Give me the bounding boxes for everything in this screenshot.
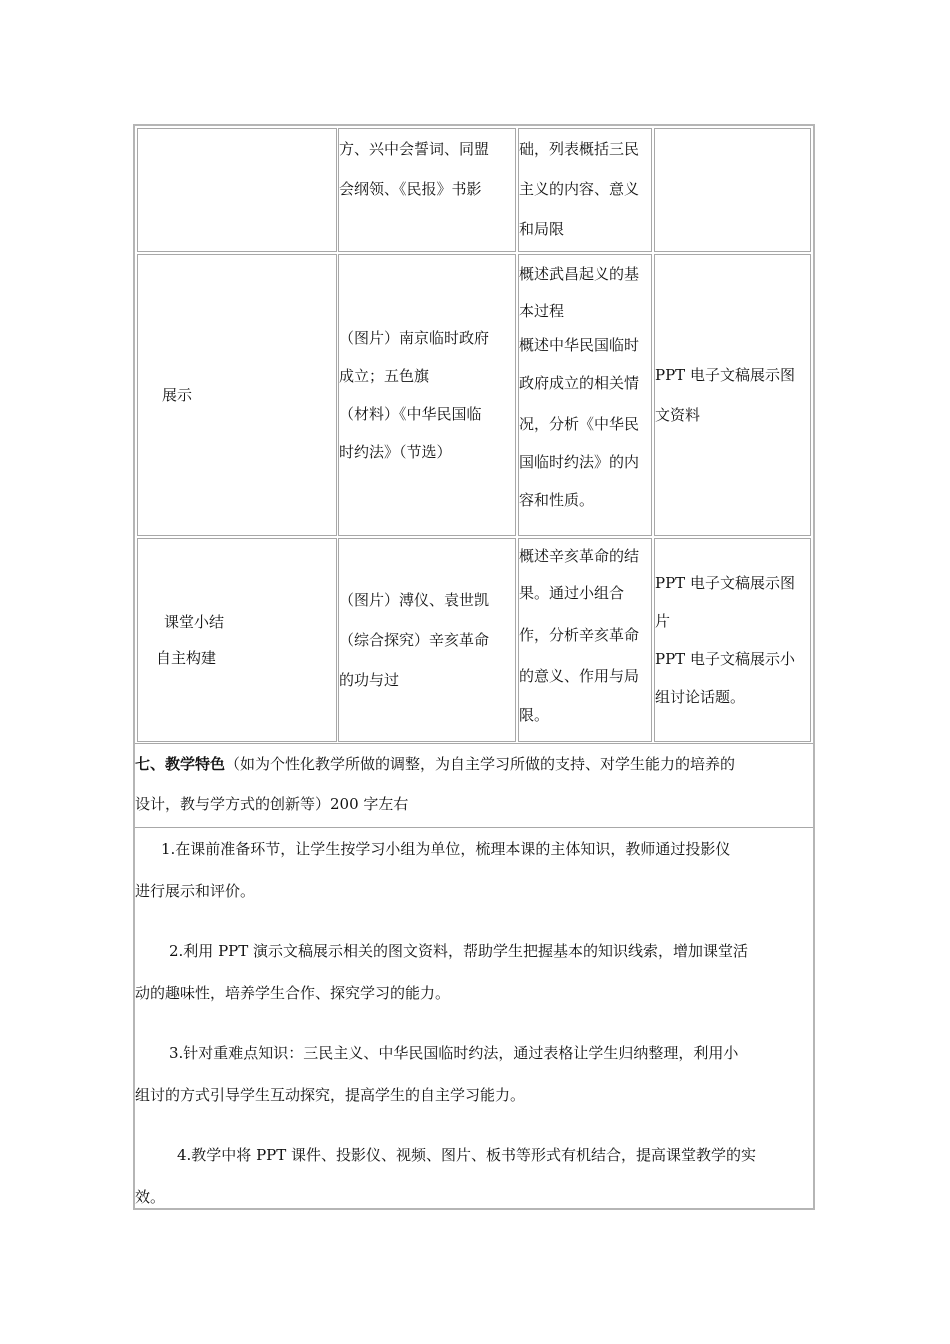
feature-item-3-line2: 组讨的方式引导学生互动探究，提高学生的自主学习能力。 [135,1086,526,1104]
text-line: （图片）溥仪、袁世凯 [339,591,490,609]
row2-media-cell [654,254,811,536]
text-line: 果。通过小组合 [519,584,625,602]
text-line: 组讨论话题。 [655,688,746,706]
stage-label: 自主构建 [156,649,217,667]
text-line: 限。 [519,706,550,724]
row3-materials-cell [338,538,516,742]
text-line: 主义的内容、意义 [519,180,640,198]
lesson-plan-table [133,124,815,1210]
text-line: 国临时约法》的内 [519,453,640,471]
feature-item-4-line1: 4.教学中将 PPT 课件、投影仪、视频、图片、板书等形式有机结合，提高课堂教学的实 [177,1146,757,1164]
text-line: 方、兴中会誓词、同盟 [339,140,490,158]
row2-activity-cell [518,254,652,536]
row3-activity-cell [518,538,652,742]
row2-materials-cell [338,254,516,536]
row1-stage-cell [137,128,337,252]
text-line: 况，分析《中华民 [519,415,640,433]
row3-stage-cell [137,538,337,742]
section7-heading-line2: 设计，教与学方式的创新等）200 字左右 [135,795,409,813]
feature-item-1-line2: 进行展示和评价。 [135,882,256,900]
text-line: 作，分析辛亥革命 [519,626,640,644]
text-line: 成立；五色旗 [339,367,430,385]
text-line: PPT 电子文稿展示小 [655,650,795,668]
section7-heading-line1 [135,744,813,784]
stage-label: 展示 [162,386,193,404]
stage-label: 课堂小结 [164,613,225,631]
text-line: 片 [655,612,671,630]
feature-item-2-line2: 动的趣味性，培养学生合作、探究学习的能力。 [135,984,451,1002]
text-line: PPT 电子文稿展示图 [655,366,795,384]
text-line: （综合探究）辛亥革命 [339,631,490,649]
section7-content-block [135,827,813,1208]
text-line: PPT 电子文稿展示图 [655,574,795,592]
text-line: 的意义、作用与局 [519,667,640,685]
feature-item-1-line1: 1.在课前准备环节，让学生按学习小组为单位，梳理本课的主体知识，教师通过投影仪 [161,840,731,858]
section7-heading-block [135,743,813,827]
row1-materials-cell [338,128,516,252]
text-line: 文资料 [655,406,701,424]
text-line: 政府成立的相关情 [519,374,640,392]
feature-item-2-line1: 2.利用 PPT 演示文稿展示相关的图文资料，帮助学生把握基本的知识线索，增加课堂活 [169,942,749,960]
section7-note: （如为个性化教学所做的调整，为自主学习所做的支持、对学生能力的培养的 [225,755,736,773]
feature-item-3-line1: 3.针对重难点知识：三民主义、中华民国临时约法，通过表格让学生归纳整理，利用小 [169,1044,739,1062]
text-line: 概述武昌起义的基 [519,265,640,283]
row2-stage-cell [137,254,337,536]
text-line: 本过程 [519,302,565,320]
text-line: 概述中华民国临时 [519,336,640,354]
text-line: 和局限 [519,220,565,238]
feature-item-4-line2: 效。 [135,1188,166,1206]
text-line: （图片）南京临时政府 [339,329,490,347]
text-line: 概述辛亥革命的结 [519,547,640,565]
text-line: （材料）《中华民国临 [339,405,482,423]
text-line: 时约法》（节选） [339,443,452,461]
section7-title: 七、教学特色 [135,755,226,773]
text-line: 容和性质。 [519,491,595,509]
text-line: 的功与过 [339,671,400,689]
text-line: 会纲领、《民报》书影 [339,180,482,198]
spacer [135,1014,813,1032]
spacer [135,912,813,930]
spacer [135,1116,813,1134]
row1-activity-cell [518,128,652,252]
row3-media-cell [654,538,811,742]
text-line: 础，列表概括三民 [519,140,640,158]
row1-media-cell [654,128,811,252]
